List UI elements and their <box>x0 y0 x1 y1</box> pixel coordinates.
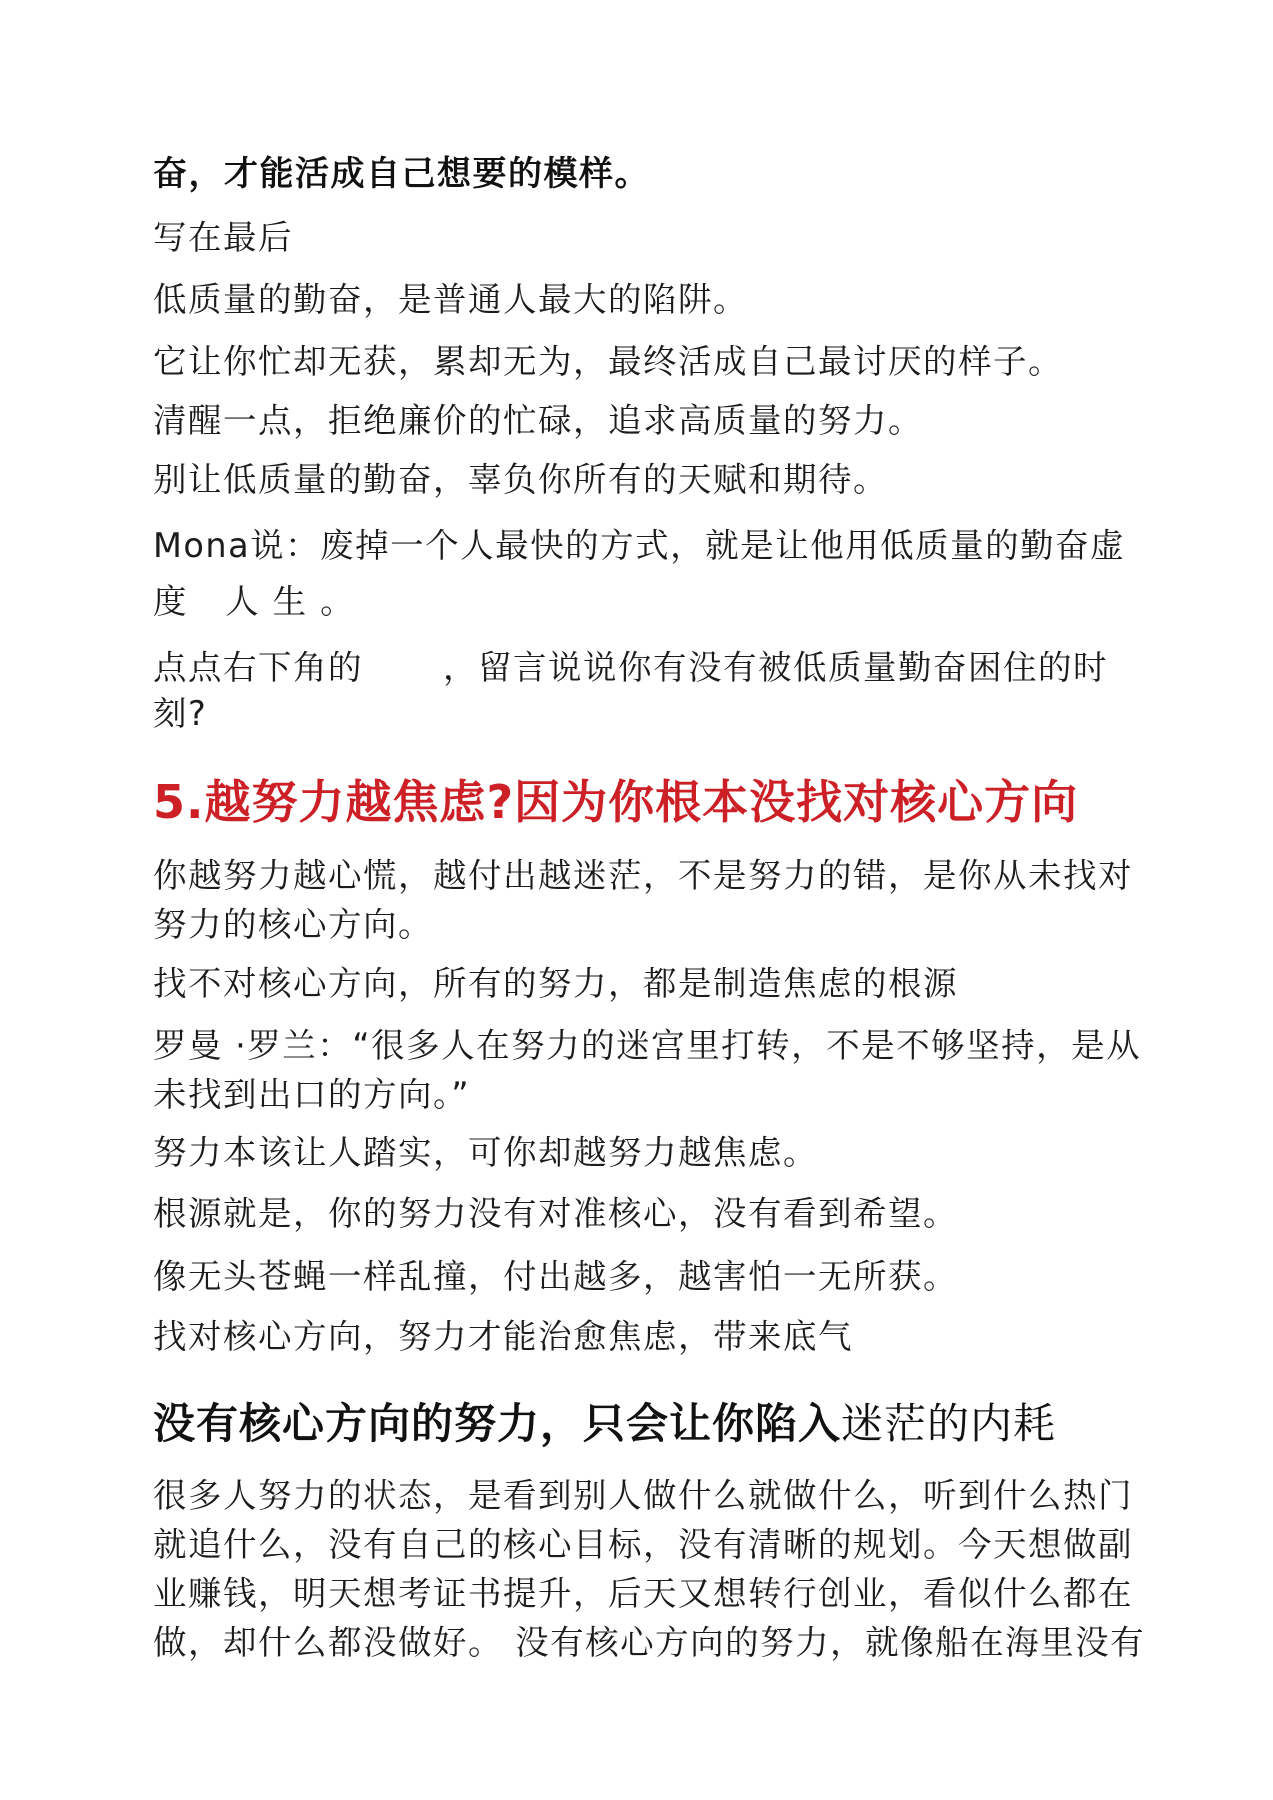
paragraph-line: 努力的核心方向。 <box>153 905 433 944</box>
paragraph-line: 别让低质量的勤奋，辜负你所有的天赋和期待。 <box>153 460 888 499</box>
paragraph-line: 低质量的勤奋，是普通人最大的陷阱。 <box>153 280 748 319</box>
call-to-action-line <box>153 644 1133 692</box>
paragraph-line: 它让你忙却无获，累却无为，最终活成自己最讨厌的样子。 <box>153 342 1063 381</box>
quote-line: Mona说：废掉一个人最快的方式，就是让他用低质量的勤奋虚 <box>153 526 1126 565</box>
paragraph-line: 像无头苍蝇一样乱撞，付出越多，越害怕一无所获。 <box>153 1257 958 1296</box>
paragraph-line: 你越努力越心慌，越付出越迷茫，不是努力的错，是你从未找对 <box>153 856 1133 895</box>
subsection-heading-bold: 没有核心方向的努力，只会让你陷入 <box>153 1399 842 1448</box>
subsection-heading <box>153 1396 1056 1452</box>
paragraph-line: 业赚钱，明天想考证书提升，后天又想转行创业，看似什么都在 <box>153 1574 1133 1613</box>
quote-line: 罗曼 ·罗兰：“很多人在努力的迷宫里打转，不是不够坚持，是从 <box>153 1026 1142 1065</box>
call-to-action-prefix: 点点右下角的 <box>153 648 363 687</box>
quote-line-continued: 未找到出口的方向。” <box>153 1075 471 1114</box>
paragraph-line: 做，却什么都没做好。 没有核心方向的努力，就像船在海里没有 <box>153 1623 1146 1662</box>
subsection-heading-regular: 迷茫的内耗 <box>841 1399 1057 1448</box>
paragraph-line: 就追什么，没有自己的核心目标，没有清晰的规划。今天想做副 <box>153 1525 1133 1564</box>
quote-line-continued: 度 人生。 <box>153 582 368 621</box>
paragraph-line: 清醒一点，拒绝廉价的忙碌，追求高质量的努力。 <box>153 401 923 440</box>
paragraph-line: 努力本该让人踏实，可你却越努力越焦虑。 <box>153 1133 818 1172</box>
paragraph-line: 找对核心方向，努力才能治愈焦虑，带来底气 <box>153 1317 853 1356</box>
paragraph-closing-line: 奋，才能活成自己想要的模样。 <box>153 154 650 194</box>
call-to-action-line-continued: 刻? <box>153 694 208 733</box>
paragraph-line: 很多人努力的状态，是看到别人做什么就做什么，听到什么热门 <box>153 1476 1133 1515</box>
call-to-action-suffix: ，留言说说你有没有被低质量勤奋困住的时 <box>443 648 1108 687</box>
section-heading-5: 5.越努力越焦虑?因为你根本没找对核心方向 <box>153 775 1079 829</box>
paragraph-line: 根源就是，你的努力没有对准核心，没有看到希望。 <box>153 1194 958 1233</box>
paragraph-line: 找不对核心方向，所有的努力，都是制造焦虑的根源 <box>153 964 958 1003</box>
section-title-final-words: 写在最后 <box>153 218 293 257</box>
